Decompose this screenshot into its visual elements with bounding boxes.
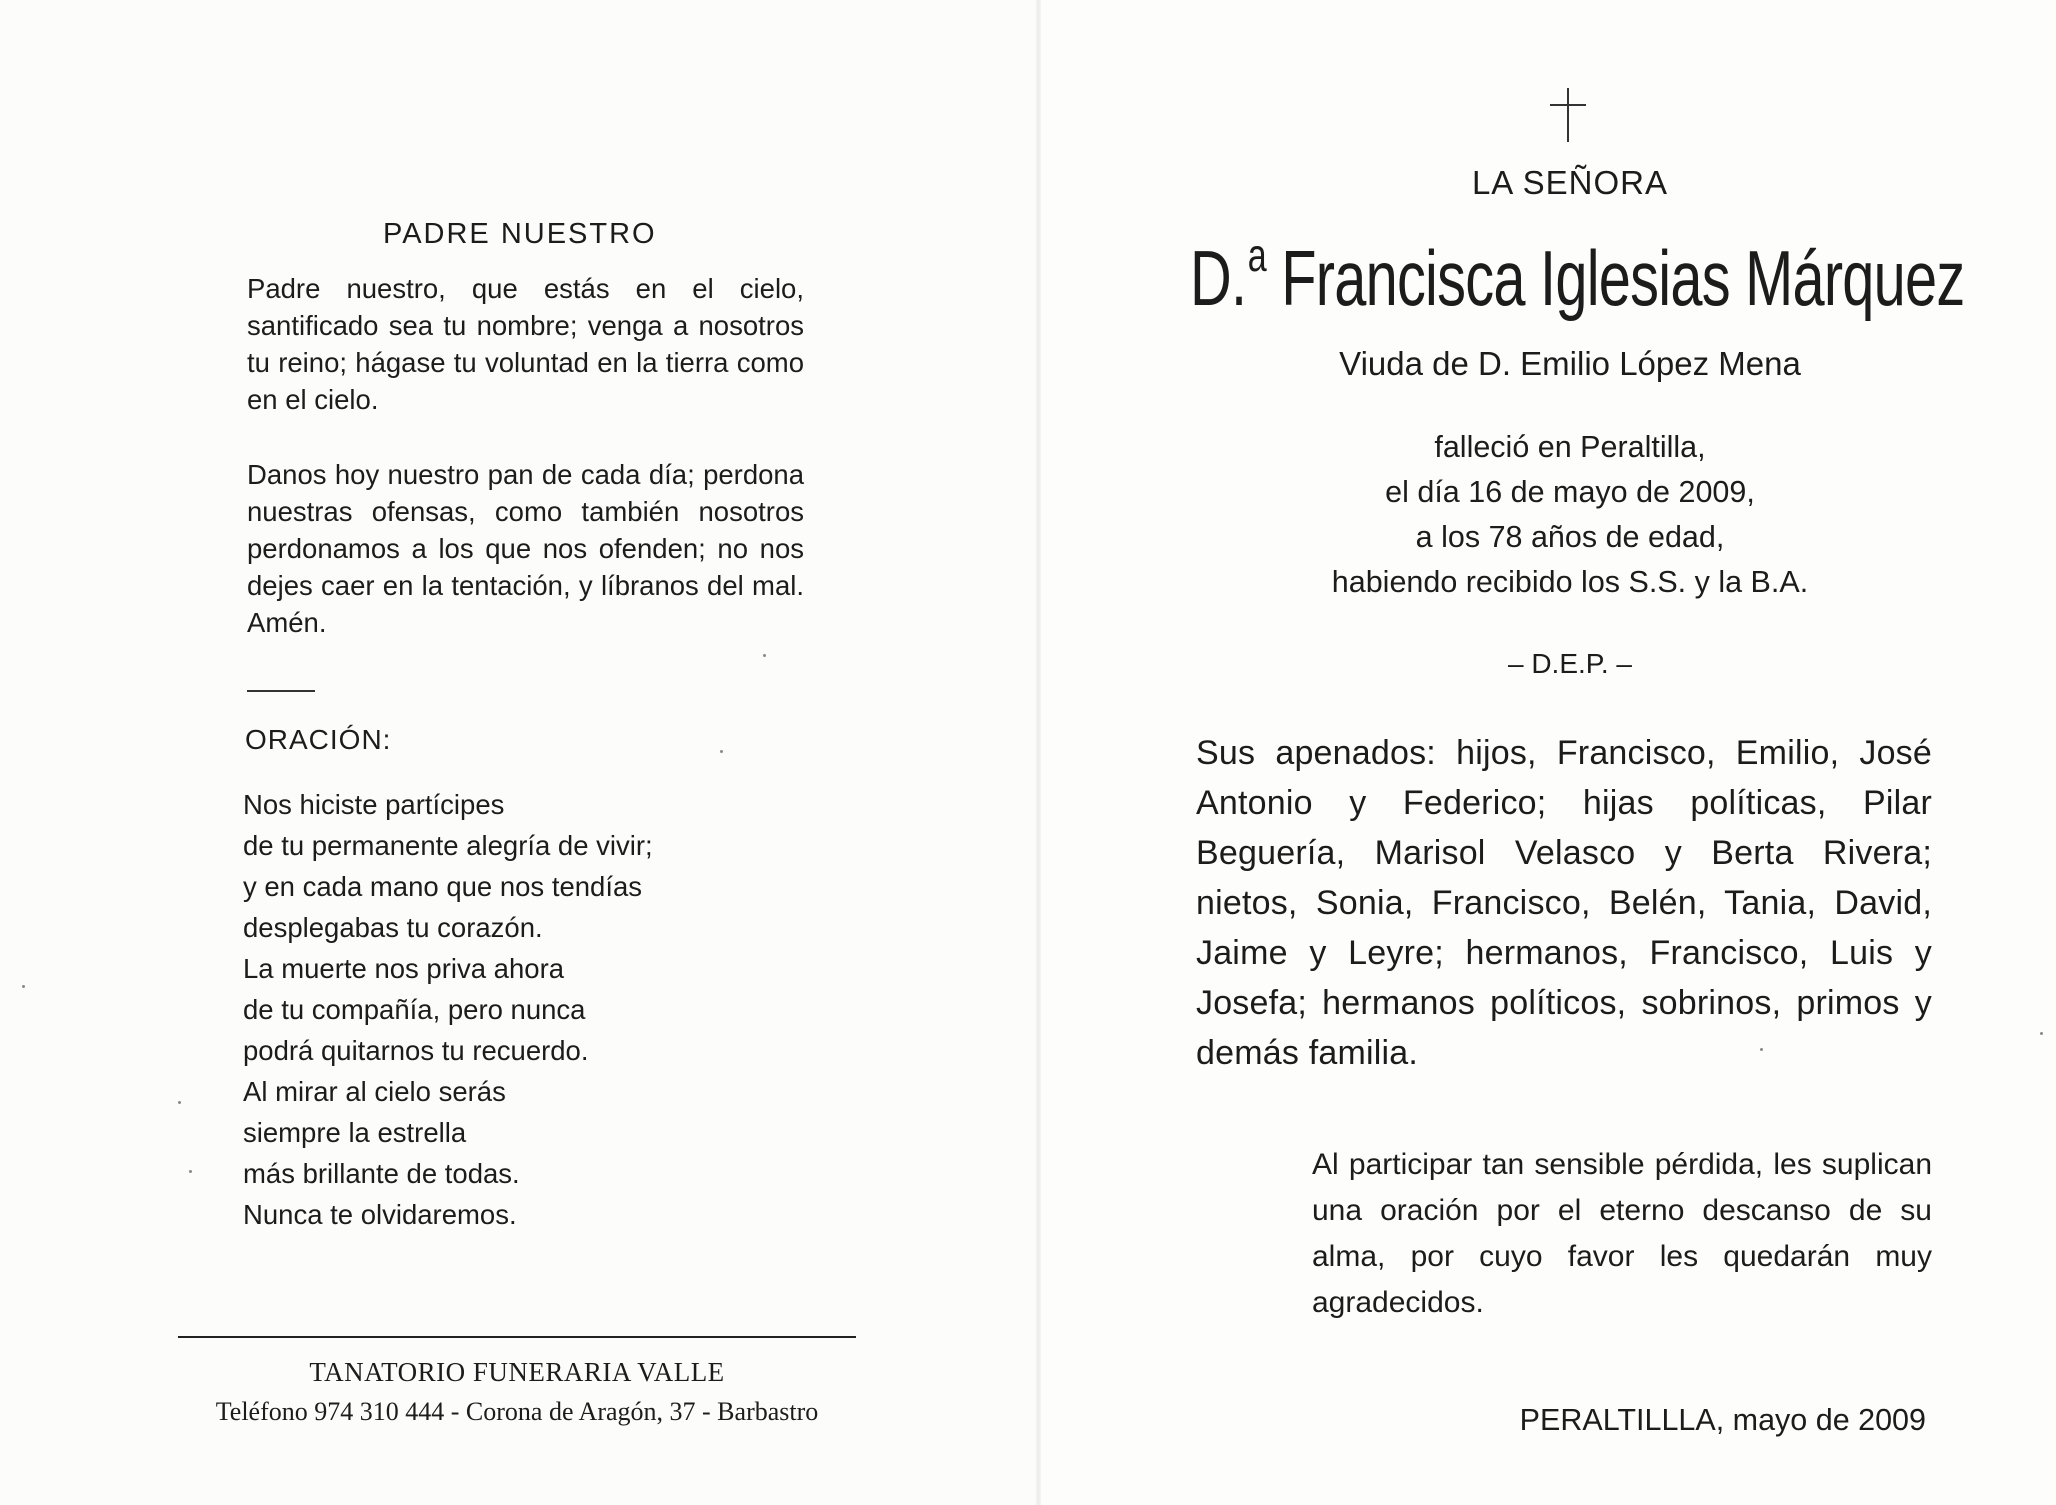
- speck: [178, 1101, 181, 1104]
- death-line: a los 78 años de edad,: [1415, 520, 1725, 554]
- speck: [189, 1170, 192, 1173]
- poem-line: Nunca te olvidaremos.: [243, 1199, 517, 1230]
- death-line: habiendo recibido los S.S. y la B.A.: [1331, 565, 1809, 599]
- speck: [1760, 1048, 1763, 1051]
- title-la-senora: LA SEÑORA: [1471, 164, 1669, 201]
- speck: [2040, 1032, 2043, 1035]
- mourners-paragraph: Sus apenados: hijos, Francisco, Emilio, José Antonio y Federico; hijas políticas, Pilar Beguería, Marisol Velasco y Berta Rivera; nietos, Sonia, Francisco, Belén, Tania, David, Jaime y Leyre; hermanos, Francisco, Luis y Josefa; hermanos políticos, sobrinos, primos y demás familia.: [1196, 734, 1932, 1072]
- poem-line: Nos hiciste partícipes: [243, 789, 505, 820]
- poem: [243, 784, 653, 1235]
- name-prefix: D.: [1190, 234, 1247, 322]
- prayer-paragraph-1: Padre nuestro, que estás en el cielo, santificado sea tu nombre; venga a nosotros tu reino; hágase tu voluntad en la tierra como en el cielo.: [247, 273, 804, 415]
- place-date: PERALTILLLA, mayo de 2009: [1519, 1403, 1926, 1437]
- funeral-home-address: Teléfono 974 310 444 - Corona de Aragón, 37 - Barbastro: [215, 1397, 819, 1426]
- poem-line: Al mirar al cielo serás: [243, 1076, 506, 1107]
- name-prefix-sup: a: [1247, 229, 1266, 281]
- death-line: el día 16 de mayo de 2009,: [1385, 475, 1755, 509]
- closing-paragraph: Al participar tan sensible pérdida, les suplican una oración por el eterno descanso de su alma, por cuyo favor les quedarán muy agradecidos.: [1312, 1148, 1932, 1319]
- widow-of: Viuda de D. Emilio López Mena: [1339, 345, 1801, 382]
- cross-icon: [1550, 88, 1586, 142]
- poem-line: más brillante de todas.: [243, 1158, 520, 1189]
- death-details: [1180, 425, 1960, 605]
- dep: – D.E.P. –: [1507, 648, 1632, 679]
- funeral-home-name: TANATORIO FUNERARIA VALLE: [309, 1357, 725, 1387]
- name-text: Francisca Iglesias Márquez: [1281, 234, 1965, 322]
- poem-line: de tu compañía, pero nunca: [243, 994, 586, 1025]
- divider: [247, 690, 315, 692]
- speck: [763, 654, 766, 657]
- footer-rule: [178, 1336, 856, 1338]
- poem-line: y en cada mano que nos tendías: [243, 871, 643, 902]
- oracion-title: ORACIÓN:: [245, 724, 392, 755]
- poem-line: siempre la estrella: [243, 1117, 467, 1148]
- speck: [22, 985, 25, 988]
- prayer-title: PADRE NUESTRO: [383, 218, 657, 250]
- prayer-paragraph-2: Danos hoy nuestro pan de cada día; perdona nuestras ofensas, como también nosotros perdonamos a los que nos ofenden; no nos dejes caer en la tentación, y líbranos del mal. Amén.: [247, 459, 804, 638]
- death-line: falleció en Peraltilla,: [1434, 430, 1706, 464]
- poem-line: La muerte nos priva ahora: [243, 953, 565, 984]
- deceased-name: [1190, 228, 1965, 324]
- poem-line: de tu permanente alegría de vivir;: [243, 830, 653, 861]
- speck: [720, 750, 723, 753]
- poem-line: podrá quitarnos tu recuerdo.: [243, 1035, 589, 1066]
- page-fold: [1036, 0, 1041, 1505]
- poem-line: desplegabas tu corazón.: [243, 912, 543, 943]
